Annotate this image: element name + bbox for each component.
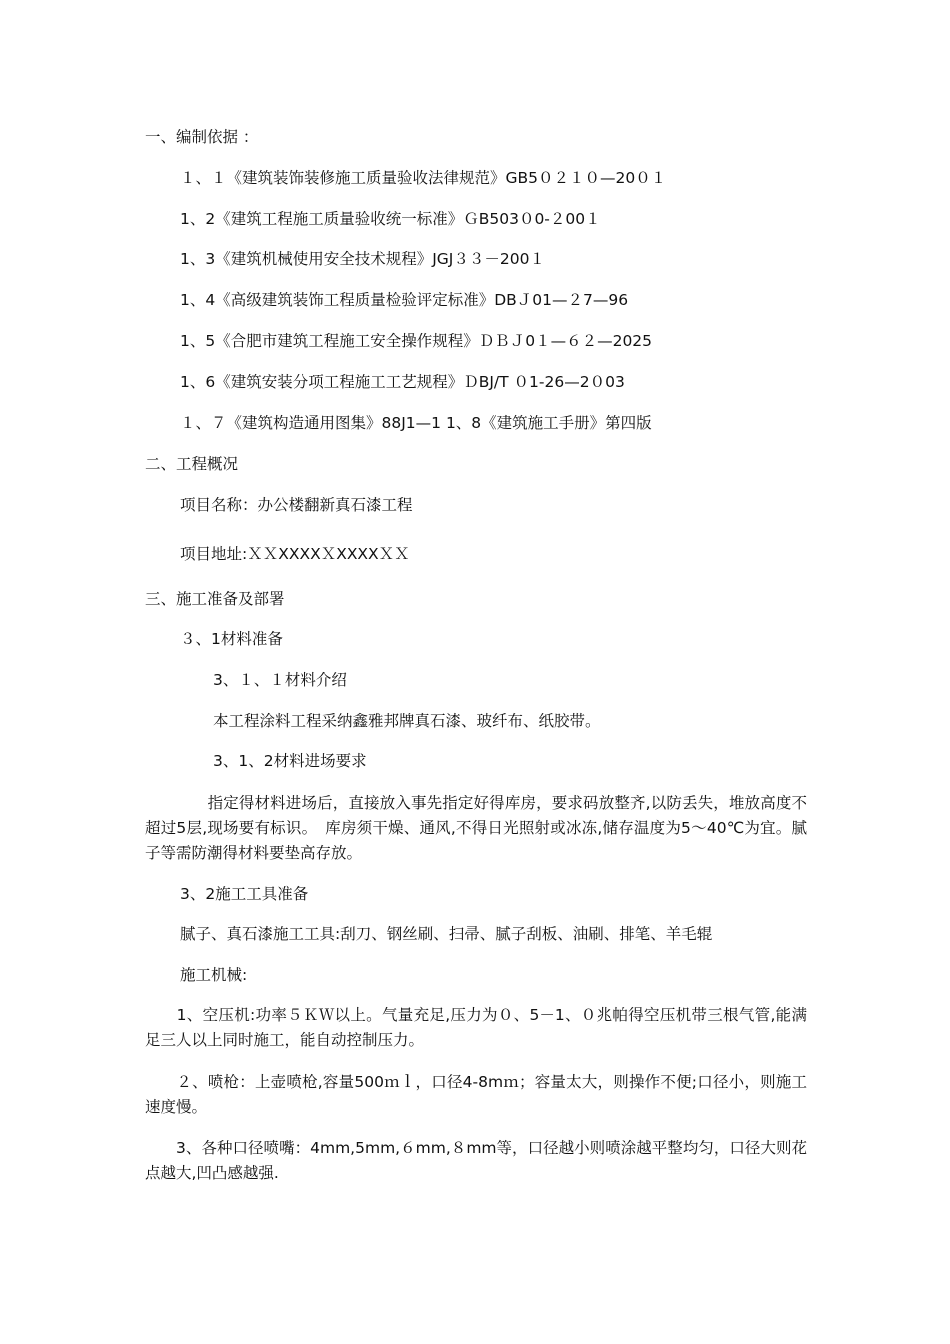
reference-item-6: 1、6《建筑安装分项工程施工工艺规程》ＤBJ/T ０1-26—2０03 [180, 373, 625, 391]
section-2-heading: 二、工程概况 [145, 455, 239, 473]
tools-list-text: 腻子、真石漆施工工具:刮刀、钢丝刷、扫帚、腻子刮板、油刷、排笔、羊毛辊 [180, 925, 713, 943]
subsection-3-1-heading: ３、1材料准备 [180, 630, 283, 648]
machinery-item-compressor: 1、空压机:功率５ＫＷ以上。气量充足,压力为０、5－1、０兆帕得空压机带三根气管,能满足三人以上同时施工，能自动控制压力。 [145, 1006, 807, 1049]
machinery-item-spray-gun: ２、喷枪：上壶喷枪,容量500ｍｌ，口径4-8mｍ；容量太大，则操作不便;口径小，则施工速度慢。 [145, 1073, 807, 1116]
subsection-3-2-heading: 3、2施工工具准备 [180, 885, 309, 903]
materials-intro-text: 本工程涂料工程采纳鑫雅邦牌真石漆、玻纤布、纸胶带。 [213, 712, 601, 730]
section-1-heading: 一、编制依据 ： [145, 128, 259, 146]
materials-entry-paragraph: 指定得材料进场后，直接放入事先指定好得库房，要求码放整齐,以防丢失，堆放高度不超过5层,现场要有标识。 库房须干燥、通风,不得日光照射或冰冻,储存温度为5～40℃为宜。腻子等需防潮得材料要垫高存放。 [145, 794, 807, 862]
project-address: 项目地址:ＸＸXXXXＸXXXXＸＸ [180, 545, 410, 563]
machinery-item-nozzles: 3、各种口径喷嘴：4mm,5mm,６mm,８mm等，口径越小则喷涂越平整均匀，口径大则花点越大,凹凸感越强. [145, 1139, 807, 1182]
subsection-3-1-1-heading: 3、１、１材料介绍 [213, 671, 347, 689]
subsection-3-1-2-heading: 3、1、2材料进场要求 [213, 752, 367, 770]
reference-item-1: １、１《建筑装饰装修施工质量验收法律规范》GB5０２１０—20０１ [180, 169, 667, 187]
machinery-heading: 施工机械: [180, 966, 248, 984]
reference-item-5: 1、5《合肥市建筑工程施工安全操作规程》ＤＢＪ0１—６２—2025 [180, 332, 653, 350]
section-3-heading: 三、施工准备及部署 [145, 590, 285, 608]
reference-item-2: 1、2《建筑工程施工质量验收统一标准》ＧB503０0-２00１ [180, 210, 601, 228]
project-name: 项目名称：办公楼翻新真石漆工程 [180, 496, 413, 514]
reference-item-7: １、７《建筑构造通用图集》88J1—1 1、8《建筑施工手册》第四版 [180, 414, 652, 432]
reference-item-4: 1、4《高级建筑装饰工程质量检验评定标准》DBＪ01—２7—96 [180, 291, 629, 309]
reference-item-3: 1、3《建筑机械使用安全技术规程》JGJ３３－200１ [180, 250, 545, 268]
